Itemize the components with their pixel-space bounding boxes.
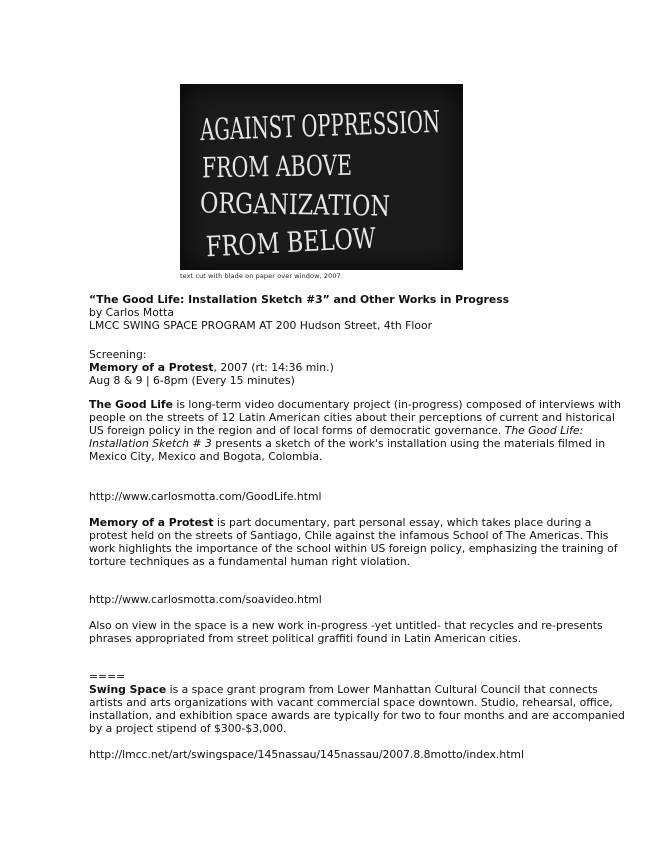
good-life-text-1: is long-term video documentary project (in-progress) composed of interviews with people on the streets of 12 Latin American cities about their perceptions of current and historical US foreign policy in the region and of local forms of democratic governance. xyxy=(89,398,621,437)
good-life-italic-title: The Good Life: Installation Sketch # 3 xyxy=(89,424,584,450)
film-details: , 2007 (rt: 14:36 min.) xyxy=(213,361,334,374)
artwork-line-1: AGAINST OPPRESSION xyxy=(199,100,569,149)
screening-label: Screening: xyxy=(89,348,147,361)
good-life-url[interactable]: http://www.carlosmotta.com/GoodLife.html xyxy=(89,490,322,503)
screening-schedule: Aug 8 & 9 | 6-8pm (Every 15 minutes) xyxy=(89,374,295,387)
divider: ==== xyxy=(89,670,126,683)
artwork-caption: text cut with blade on paper over window, 2007 xyxy=(180,272,341,280)
event-title: “The Good Life: Installation Sketch #3” and Other Works in Progress xyxy=(89,293,510,306)
also-paragraph: Also on view in the space is a new work in-progress -yet untitled- that recycles and re-presents phrases appropriated from street political graffiti found in Latin American cities. xyxy=(89,619,603,645)
film-title: Memory of a Protest xyxy=(89,361,214,374)
memory-paragraph xyxy=(89,516,629,568)
artwork-lettering xyxy=(180,84,569,270)
swing-paragraph xyxy=(89,683,629,735)
good-life-paragraph xyxy=(89,398,629,463)
swing-title: Swing Space xyxy=(89,683,167,696)
artwork-line-2: FROM ABOVE xyxy=(201,147,408,185)
memory-title: Memory of a Protest xyxy=(89,516,214,529)
artwork-line-4: FROM BELOW xyxy=(205,219,419,264)
artwork-line-3: ORGANIZATION xyxy=(199,186,438,224)
memory-url[interactable]: http://www.carlosmotta.com/soavideo.html xyxy=(89,593,322,606)
artwork-photo xyxy=(180,84,569,270)
good-life-title: The Good Life xyxy=(89,398,173,411)
screening-block xyxy=(89,348,629,387)
venue: LMCC SWING SPACE PROGRAM AT 200 Hudson Street, 4th Floor xyxy=(89,319,433,332)
memory-text: is part documentary, part personal essay, which takes place during a protest held on the streets of Santiago, Chile against the infamous School of The Americas. This work highlights the importance of the school within US foreign policy, emphasizing the training of torture techniques as a fundamental human right violation. xyxy=(89,516,618,568)
byline: by Carlos Motta xyxy=(89,306,174,319)
header-block xyxy=(89,293,629,332)
swing-url[interactable]: http://lmcc.net/art/swingspace/145nassau/145nassau/2007.8.8motto/index.html xyxy=(89,748,524,761)
good-life-text-2: presents a sketch of the work's installation using the materials filmed in Mexico City, Mexico and Bogota, Colombia. xyxy=(89,437,606,463)
swing-text: is a space grant program from Lower Manhattan Cultural Council that connects artists and arts organizations with vacant commercial space downtown. Studio, rehearsal, office, installation, and exhibition space awards are typically for two to four months and are accompanied by a project stipend of $300-$3,000. xyxy=(89,683,625,735)
screening-film xyxy=(89,361,629,374)
